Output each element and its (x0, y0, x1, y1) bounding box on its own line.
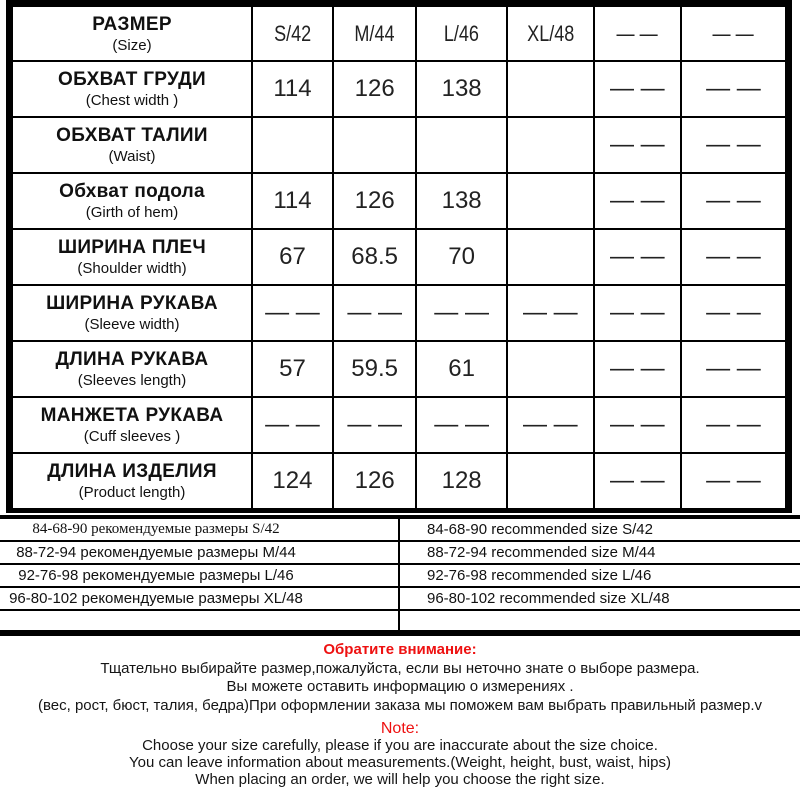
cell-value: — — (610, 243, 665, 270)
cell-value: — — (610, 131, 665, 158)
table-row-sleeve-length (13, 340, 785, 396)
cell-value: 114 (273, 75, 312, 102)
recommended-en: 92-76-98 recommended size L/46 (427, 567, 652, 584)
value-cell (506, 286, 593, 340)
cell-value: — — (610, 411, 665, 438)
recommended-empty-row (0, 611, 800, 630)
note-russian (0, 641, 800, 715)
value-cell (251, 286, 332, 340)
header-size-cell (593, 7, 680, 60)
value-cell (680, 342, 785, 396)
recommended-empty-cell (400, 611, 800, 630)
header-size-cell (680, 7, 785, 60)
value-cell (680, 286, 785, 340)
row-label-en: (Sleeves length) (77, 372, 187, 389)
note-ru-line-3: (вес, рост, бюст, талия, бедра)При оформлении заказа мы поможем вам выбрать правильный размер.v (37, 696, 763, 714)
cell-value: 124 (272, 467, 313, 494)
recommended-size-row-l46 (0, 565, 800, 588)
row-label-ru: Обхват подола (59, 181, 205, 202)
table-row-waist (13, 116, 785, 172)
cell-value: — — (706, 75, 761, 102)
cell-value: — — (523, 411, 578, 438)
recommended-en: 96-80-102 recommended size XL/48 (427, 590, 670, 607)
row-label-en: (Girth of hem) (85, 204, 179, 221)
value-cell (506, 342, 593, 396)
value-cell (680, 118, 785, 172)
row-label-en: (Waist) (108, 148, 156, 165)
table-row-sleeve-width (13, 284, 785, 340)
cell-value: — — (706, 131, 761, 158)
value-cell (593, 62, 680, 116)
value-cell (415, 62, 505, 116)
recommended-en: 84-68-90 recommended size S/42 (427, 521, 653, 538)
value-cell (593, 118, 680, 172)
row-label-en: (Cuff sleeves ) (83, 428, 181, 445)
size-s42: S/42 (273, 20, 312, 46)
value-cell (593, 174, 680, 228)
value-cell (506, 174, 593, 228)
row-label (13, 286, 251, 340)
cell-value: — — (706, 411, 761, 438)
recommended-sizes-table (0, 515, 800, 636)
row-label (13, 398, 251, 452)
value-cell (680, 62, 785, 116)
cell-value: — — (610, 75, 665, 102)
value-cell (251, 118, 332, 172)
row-label-ru: МАНЖЕТА РУКАВА (40, 405, 224, 426)
header-label-ru: РАЗМЕР (92, 13, 172, 35)
value-cell (332, 174, 416, 228)
row-label (13, 342, 251, 396)
size-xl48: XL/48 (526, 20, 574, 46)
header-label-cell (13, 7, 251, 60)
value-cell (251, 398, 332, 452)
note-en-line-3: When placing an order, we will help you choose the right size. (195, 771, 605, 788)
table-row-chest (13, 60, 785, 116)
value-cell (415, 342, 505, 396)
value-cell (680, 230, 785, 284)
value-cell (332, 454, 416, 508)
cell-value: — — (610, 355, 665, 382)
cell-value: 138 (441, 187, 482, 214)
value-cell (332, 342, 416, 396)
cell-value: — — (265, 411, 320, 438)
value-cell (593, 398, 680, 452)
value-cell (251, 230, 332, 284)
header-size-cell (415, 7, 505, 60)
value-cell (332, 286, 416, 340)
cell-value: — — (434, 411, 489, 438)
cell-value: — — (434, 299, 489, 326)
value-cell (506, 118, 593, 172)
recommended-size-row-m44 (0, 542, 800, 565)
table-row-hem (13, 172, 785, 228)
value-cell (415, 118, 505, 172)
header-size-cell (506, 7, 593, 60)
value-cell (251, 342, 332, 396)
cell-value: 61 (448, 355, 475, 382)
value-cell (506, 454, 593, 508)
value-cell (593, 454, 680, 508)
value-cell (415, 398, 505, 452)
note-ru-line-2: Вы можете оставить информацию о измерениях . (226, 678, 574, 695)
cell-value: — — (610, 299, 665, 326)
value-cell (251, 174, 332, 228)
value-cell (506, 62, 593, 116)
cell-value: — — (706, 187, 761, 214)
value-cell (680, 398, 785, 452)
recommended-ru: 92-76-98 рекомендуемые размеры L/46 (0, 565, 400, 586)
cell-value: 70 (448, 243, 475, 270)
value-cell (415, 286, 505, 340)
cell-value: — — (347, 411, 402, 438)
value-cell (332, 62, 416, 116)
row-label (13, 118, 251, 172)
recommended-en: 88-72-94 recommended size M/44 (427, 544, 656, 561)
cell-value: 114 (273, 187, 312, 214)
row-label-en: (Product length) (78, 484, 186, 501)
value-cell (251, 454, 332, 508)
cell-value: — — (347, 299, 402, 326)
note-ru-line-1: Тщательно выбирайте размер,пожалуйста, если вы неточно знате о выборе размера. (100, 659, 700, 677)
cell-value: — — (523, 299, 578, 326)
size-dash: — — (712, 20, 754, 46)
value-cell (506, 398, 593, 452)
note-en-line-2: You can leave information about measurements.(Weight, height, bust, waist, hips) (129, 754, 671, 771)
cell-value: 138 (441, 75, 482, 102)
cell-value: 128 (441, 467, 482, 494)
note-ru-heading: Обратите внимание: (323, 641, 477, 658)
value-cell (332, 230, 416, 284)
row-label-en: (Chest width ) (85, 92, 179, 109)
recommended-ru: 96-80-102 рекомендуемые размеры XL/48 (0, 588, 400, 609)
row-label (13, 454, 251, 508)
row-label-ru: ДЛИНА ИЗДЕЛИЯ (47, 461, 217, 482)
cell-value: 57 (279, 355, 306, 382)
row-label (13, 174, 251, 228)
cell-value: — — (610, 187, 665, 214)
note-english (0, 720, 800, 788)
row-label (13, 62, 251, 116)
cell-value: 68.5 (351, 243, 399, 270)
value-cell (251, 62, 332, 116)
table-row-product-length (13, 452, 785, 508)
value-cell (593, 286, 680, 340)
header-label-en: (Size) (112, 36, 152, 54)
cell-value: 59.5 (351, 355, 399, 382)
recommended-ru: 88-72-94 рекомендуемые размеры M/44 (0, 542, 400, 563)
note-en-heading: Note: (380, 720, 420, 737)
value-cell (506, 230, 593, 284)
cell-value: 126 (354, 187, 395, 214)
header-size-cell (251, 7, 332, 60)
table-row-cuff (13, 396, 785, 452)
value-cell (415, 174, 505, 228)
value-cell (593, 230, 680, 284)
value-cell (332, 398, 416, 452)
row-label-ru: ОБХВАТ ГРУДИ (58, 69, 206, 90)
size-chart-table (6, 0, 792, 513)
value-cell (680, 454, 785, 508)
row-label-ru: ДЛИНА РУКАВА (55, 349, 209, 370)
table-header-row (13, 7, 785, 60)
table-row-shoulder (13, 228, 785, 284)
cell-value: — — (706, 467, 761, 494)
cell-value: 126 (354, 75, 395, 102)
value-cell (332, 118, 416, 172)
size-m44: M/44 (354, 20, 395, 46)
recommended-ru: 84-68-90 рекомендуемые размеры S/42 (0, 519, 400, 540)
note-en-line-1: Choose your size carefully, please if you are inaccurate about the size choice. (142, 737, 658, 754)
cell-value: 67 (279, 243, 306, 270)
cell-value: — — (706, 355, 761, 382)
recommended-size-row-s42 (0, 519, 800, 542)
size-l46: L/46 (444, 20, 480, 46)
value-cell (680, 174, 785, 228)
value-cell (415, 230, 505, 284)
row-label-ru: ОБХВАТ ТАЛИИ (56, 125, 208, 146)
recommended-size-row-xl48 (0, 588, 800, 611)
value-cell (593, 342, 680, 396)
row-label-ru: ШИРИНА ПЛЕЧ (57, 237, 207, 258)
cell-value: — — (610, 467, 665, 494)
row-label-en: (Sleeve width) (84, 316, 180, 333)
recommended-empty-cell (0, 611, 400, 630)
row-label-ru: ШИРИНА РУКАВА (46, 293, 218, 314)
value-cell (415, 454, 505, 508)
cell-value: — — (706, 299, 761, 326)
cell-value: — — (706, 243, 761, 270)
cell-value: 126 (354, 467, 395, 494)
row-label (13, 230, 251, 284)
size-dash: — — (616, 20, 658, 46)
row-label-en: (Shoulder width) (77, 260, 187, 277)
cell-value: — — (265, 299, 320, 326)
header-size-cell (332, 7, 416, 60)
